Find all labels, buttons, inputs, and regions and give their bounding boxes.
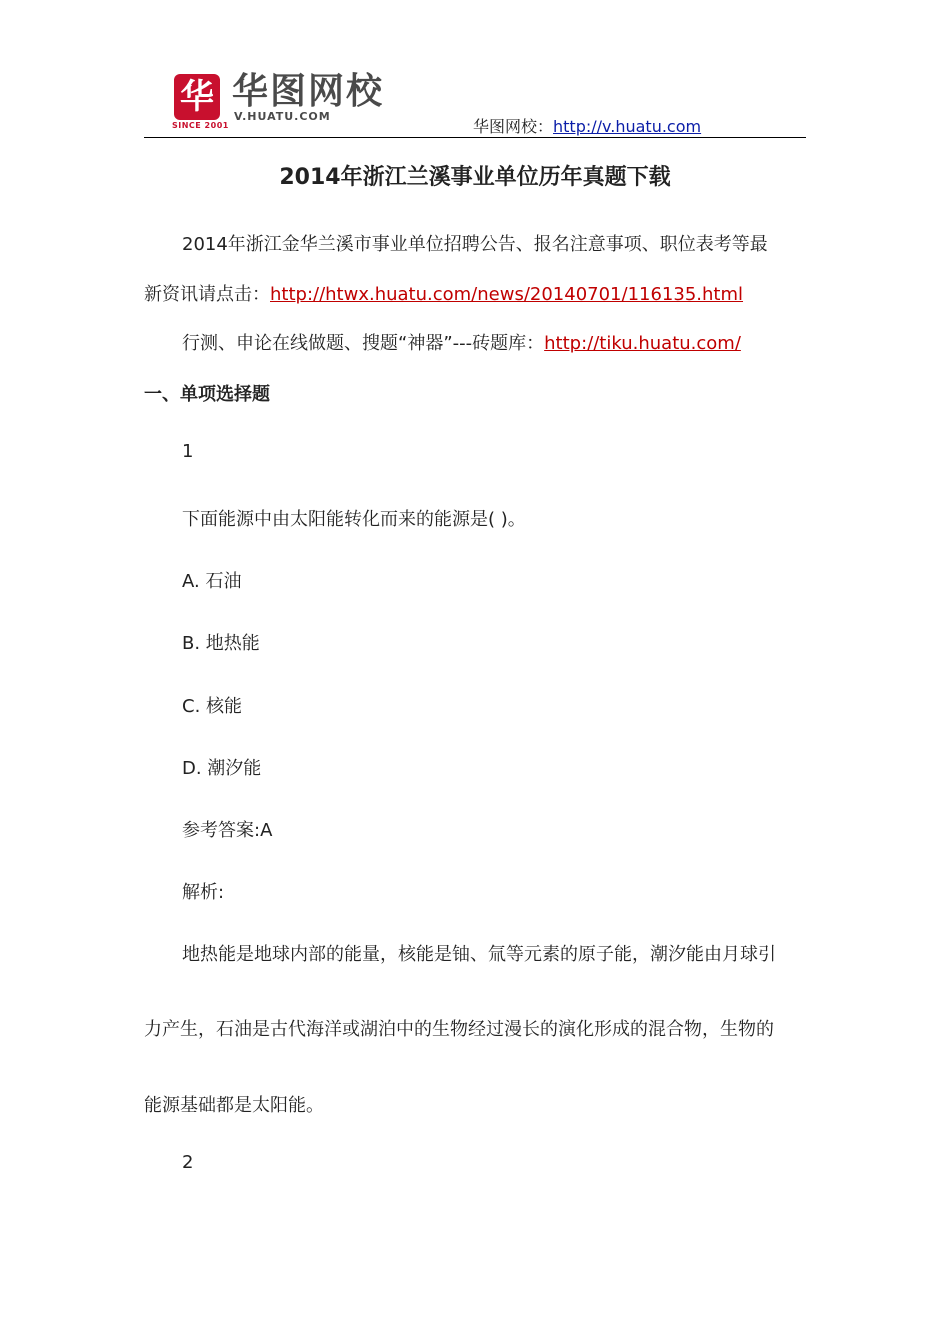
huatu-logo-badge: 华 xyxy=(174,74,220,120)
header-divider xyxy=(144,137,806,138)
question-stem: 下面能源中由太阳能转化而来的能源是( )。 xyxy=(182,509,526,530)
option-c: C. 核能 xyxy=(182,696,243,717)
option-a: A. 石油 xyxy=(182,571,242,592)
analysis-line-1: 地热能是地球内部的能量，核能是铀、氚等元素的原子能，潮汐能由月球引 xyxy=(182,944,776,965)
intro-line-2 xyxy=(144,280,743,306)
analysis-line-2: 力产生，石油是古代海洋或湖泊中的生物经过漫长的演化形成的混合物，生物的 xyxy=(144,1019,774,1040)
option-d: D. 潮汐能 xyxy=(182,758,262,779)
analysis-line-3: 能源基础都是太阳能。 xyxy=(144,1095,324,1116)
logo-name: 华图网校 xyxy=(232,71,385,112)
intro-line-2-prefix: 新资讯请点击： xyxy=(144,284,270,305)
news-link[interactable]: http://htwx.huatu.com/news/20140701/116135.html xyxy=(270,284,744,305)
analysis-label: 解析: xyxy=(182,882,225,903)
answer: 参考答案:A xyxy=(182,820,273,841)
question-number: 1 xyxy=(182,441,194,462)
intro-line-3-prefix: 行测、申论在线做题、搜题“神器”---砖题库： xyxy=(182,333,545,354)
logo-domain: V.HUATU.COM xyxy=(234,110,331,123)
logo-since-text: SINCE 2001 xyxy=(172,121,229,130)
header-site-link[interactable]: http://v.huatu.com xyxy=(553,117,702,136)
page-title: 2014年浙江兰溪事业单位历年真题下载 xyxy=(279,165,671,190)
option-b: B. 地热能 xyxy=(182,633,260,654)
question-number-2: 2 xyxy=(182,1152,194,1173)
intro-line-3 xyxy=(182,329,741,355)
header-site-label: 华图网校： xyxy=(473,117,554,136)
section-heading: 一、单项选择题 xyxy=(144,384,270,405)
tiku-link[interactable]: http://tiku.huatu.com/ xyxy=(544,333,741,354)
intro-line-1: 2014年浙江金华兰溪市事业单位招聘公告、报名注意事项、职位表考等最 xyxy=(182,234,768,255)
header-site-info xyxy=(473,114,701,137)
